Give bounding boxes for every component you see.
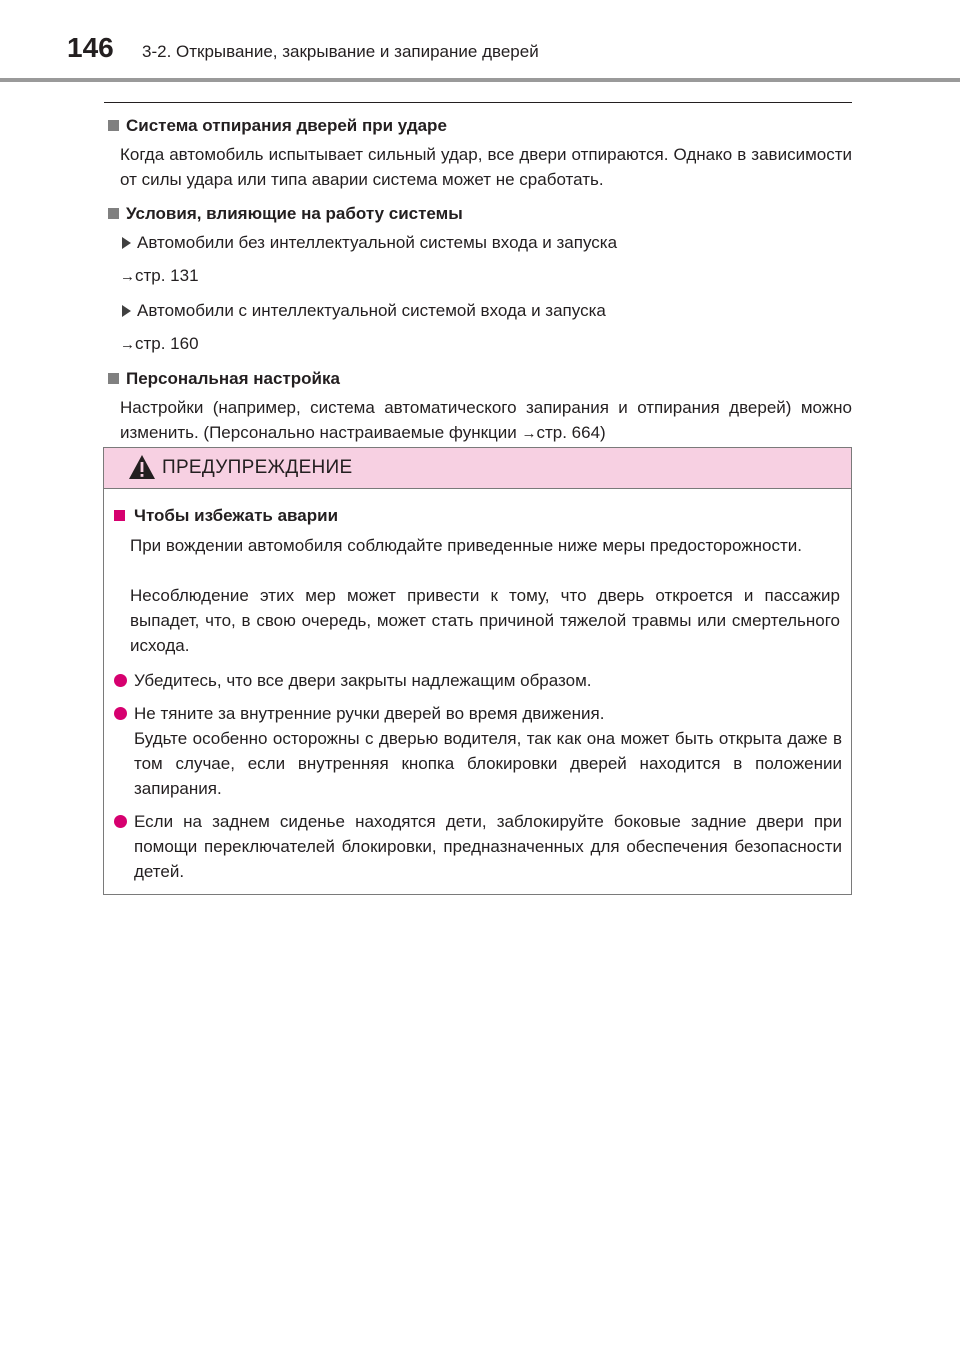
section-paragraph	[120, 395, 852, 446]
header-divider	[0, 78, 960, 82]
list-item-text: Автомобили без интеллектуальной системы входа и запуска	[137, 233, 618, 252]
section-heading	[104, 201, 852, 226]
warning-bullet-line: Не тяните за внутренние ручки дверей во время движения.	[134, 704, 605, 723]
main-content	[104, 113, 852, 455]
warning-bullet-text: Если на заднем сиденье находятся дети, заблокируйте боковые задние двери при помощи переключателей блокировки, предназначенных для обеспечения безопасности детей.	[134, 812, 842, 881]
arrow-icon: →	[120, 268, 135, 285]
page-reference[interactable]	[120, 263, 852, 289]
content-divider	[104, 102, 852, 103]
square-bullet-icon	[114, 510, 125, 521]
arrow-icon: →	[521, 425, 537, 442]
warning-triangle-icon	[128, 454, 156, 480]
page-reference-text: стр. 131	[135, 266, 199, 285]
warning-bullet-extra: Будьте особенно осторожны с дверью водителя, так как она может быть открыта даже в том случае, если внутренняя кнопка блокировки дверей находится в положении запирания.	[134, 729, 842, 798]
page-reference-text[interactable]: стр. 664)	[536, 423, 606, 442]
page-header	[0, 0, 960, 82]
list-item	[120, 230, 852, 255]
circle-bullet-icon	[114, 707, 127, 720]
page-reference[interactable]	[120, 331, 852, 357]
warning-heading	[104, 503, 338, 528]
list-item-text: Автомобили с интеллектуальной системой входа и запуска	[137, 301, 606, 320]
section-heading	[104, 366, 852, 391]
warning-bullet-text: Убедитесь, что все двери закрыты надлежащим образом.	[134, 671, 592, 690]
warning-paragraph: Несоблюдение этих мер может привести к тому, что дверь откроется и пассажир выпадет, что, в свою очередь, может стать причиной тяжелой травмы или смертельного исхода.	[130, 586, 840, 655]
section-heading-text: Персональная настройка	[126, 369, 340, 388]
chapter-title: 3-2. Открывание, закрывание и запирание дверей	[142, 42, 539, 61]
page-reference-text: стр. 160	[135, 334, 199, 353]
warning-bullet-text	[134, 701, 842, 801]
paragraph-text: Настройки (например, система автоматического запирания и отпирания дверей) можно изменить. (Персонально настраиваемые функции	[120, 398, 852, 442]
section-heading	[104, 113, 852, 138]
warning-header	[104, 448, 851, 489]
square-bullet-icon	[108, 208, 119, 219]
square-bullet-icon	[108, 373, 119, 384]
warning-bullet	[114, 668, 842, 693]
warning-paragraph: При вождении автомобиля соблюдайте приведенные ниже меры предосторожности.	[130, 536, 802, 555]
page-number: 146	[67, 32, 114, 63]
circle-bullet-icon	[114, 674, 127, 687]
section-heading-text: Условия, влияющие на работу системы	[126, 204, 463, 223]
triangle-bullet-icon	[122, 237, 131, 249]
arrow-icon: →	[120, 336, 135, 353]
warning-title: ПРЕДУПРЕЖДЕНИЕ	[162, 457, 353, 478]
triangle-bullet-icon	[122, 305, 131, 317]
warning-heading-text: Чтобы избежать аварии	[134, 506, 339, 525]
warning-bullet	[114, 809, 842, 884]
warning-box	[103, 447, 852, 895]
list-item	[120, 298, 852, 323]
circle-bullet-icon	[114, 815, 127, 828]
section-paragraph: Когда автомобиль испытывает сильный удар, все двери отпираются. Однако в зависимости от силы удара или типа аварии система может не сработать.	[120, 145, 852, 189]
warning-bullet	[114, 701, 842, 801]
section-heading-text: Система отпирания дверей при ударе	[126, 116, 447, 135]
square-bullet-icon	[108, 120, 119, 131]
